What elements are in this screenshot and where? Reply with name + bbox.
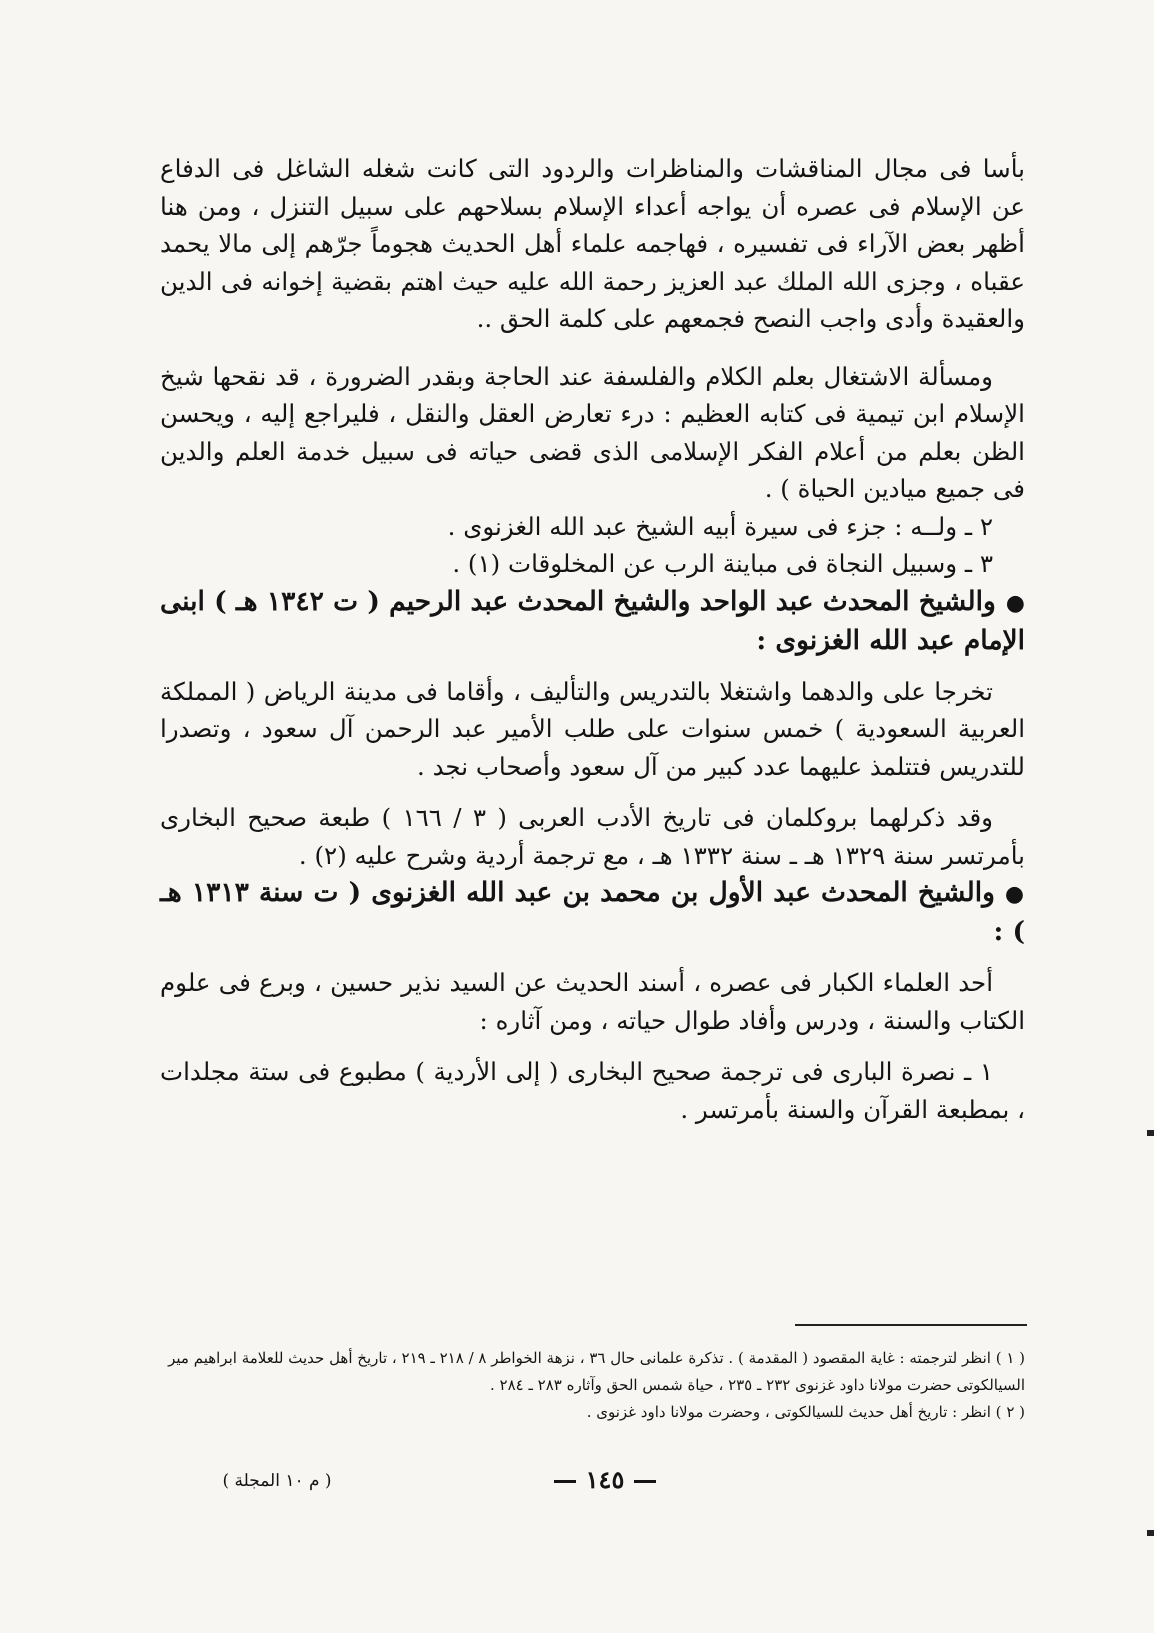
paragraph-riyadh: تخرجا على والدهما واشتغلا بالتدريس والتأليف ، وأقاما فى مدينة الرياض ( المملكة العربية السعودية ) خمس سنوات على طلب الأمير عبد الرحمن آل سعود ، وتصدرا للتدريس فتتلمذ عليهما عدد كبير من آل سعود وأصحاب نجد .	[160, 676, 1025, 781]
section-heading-abd-al-wahid	[160, 583, 1025, 659]
paragraph-intro-continuation: بأسا فى مجال المناقشات والمناظرات والردود التى كانت شغله الشاغل فى الدفاع عن الإسلام فى عصره أن يواجه أعداء الإسلام بسلاحهم على سبيل التنزل ، ومن هنا أظهر بعض الآراء فى تفسيره ، فهاجمه علماء أهل الحديث هجوماً جرّهم إلى مالا يحمد عقباه ، وجزى الله الملك عبد العزيز رحمة الله عليه حيث اهتم بقضية إخوانه فى الدين والعقيدة وأدى واجب النصح فجمعهم على كلمة الحق ..	[160, 154, 1025, 333]
page-number-text: ١٤٥	[585, 1465, 625, 1494]
paragraph-scholars: أحد العلماء الكبار فى عصره ، أسند الحديث عن السيد نذير حسين ، وبرع فى علوم الكتاب والسنة ، ودرس وأفاد طوال حياته ، ومن آثاره :	[160, 968, 1025, 1035]
scan-edge-mark	[1147, 1130, 1154, 1136]
journal-signature: ( م ١٠ المجلة )	[222, 1471, 332, 1491]
heading-text: والشيخ المحدث عبد الواحد والشيخ المحدث عبد الرحيم ( ت ١٣٤٢ هـ ) ابنى الإمام عبد الله الغزنوى :	[160, 585, 1025, 656]
page-number	[540, 1465, 670, 1494]
section-heading-abd-al-awwal	[160, 874, 1025, 950]
scan-edge-mark	[1147, 1530, 1154, 1536]
paragraph-kalam: ومسألة الاشتغال بعلم الكلام والفلسفة عند الحاجة وبقدر الضرورة ، قد نقحها شيخ الإسلام ابن تيمية فى كتابه العظيم : درء تعارض العقل والنقل ، فليراجع إليه ، ويحسن الظن بعلم من أعلام الفكر الإسلامى الذى قضى حياته فى سبيل خدمة العلم والدين فى جميع ميادين الحياة ) .	[160, 361, 1025, 503]
heading-text: والشيخ المحدث عبد الأول بن محمد بن عبد الله الغزنوى ( ت سنة ١٣١٣ هـ ) :	[160, 877, 1025, 947]
list-item-3: ٣ ـ وسبيل النجاة فى مباينة الرب عن المخلوقات (١) .	[452, 549, 993, 578]
bullet-icon: ●	[1004, 881, 1026, 907]
dash-mark	[554, 1480, 576, 1483]
paragraph-brockelmann: وقد ذكرلهما بروكلمان فى تاريخ الأدب العربى ( ٣ / ١٦٦ ) طبعة صحيح البخارى بأمرتسر سنة ١٣٢٩ هـ ـ سنة ١٣٣٢ هـ ، مع ترجمة أردية وشرح عليه (٢) .	[160, 803, 1025, 870]
page-body	[160, 150, 1025, 1128]
bullet-icon: ●	[1005, 589, 1025, 616]
footnote-2: ( ٢ ) انظر : تاريخ أهل حديث للسيالكوتى ، وحضرت مولانا داود غزنوى .	[586, 1403, 1025, 1421]
list-item-2: ٢ ـ ولــه : جزء فى سيرة أبيه الشيخ عبد الله الغزنوى .	[447, 511, 993, 541]
dash-mark	[634, 1480, 656, 1483]
footnote-divider	[795, 1324, 1027, 1326]
footnotes	[160, 1345, 1025, 1426]
page-footer	[0, 1465, 1154, 1505]
footnote-1: ( ١ ) انظر لترجمته : غاية المقصود ( المقدمة ) . تذكرة علمانى حال ٣٦ ، نزهة الخواطر ٨ / ٢١٨ ـ ٢١٩ ، تاريخ أهل حديث للعلامة ابراهيم مير السيالكوتى حضرت مولانا داود غزنوى ٢٣٢ ـ ٢٣٥ ، حياة شمس الحق وآثاره ٢٨٣ ـ ٢٨٤ .	[168, 1349, 1025, 1394]
list-item-1: ١ ـ نصرة البارى فى ترجمة صحيح البخارى ( إلى الأردية ) مطبوع فى ستة مجلدات ، بمطبعة القرآن والسنة بأمرتسر .	[160, 1057, 1025, 1124]
